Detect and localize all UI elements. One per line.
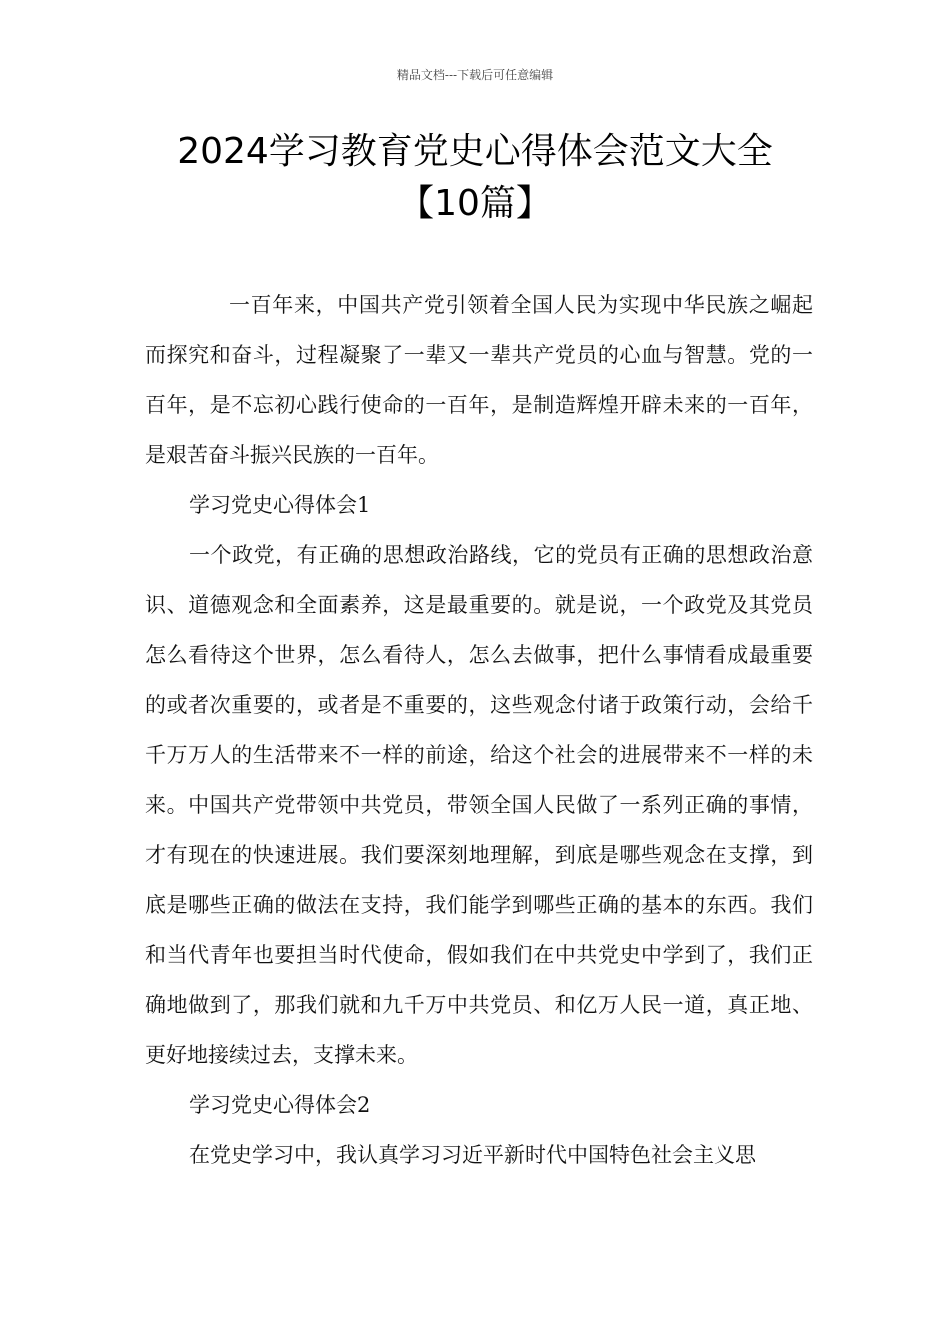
- section-2-heading: 学习党史心得体会2: [189, 1093, 371, 1117]
- title-line-2: 【10篇】: [398, 183, 552, 224]
- intro-paragraph: 一百年来，中国共产党引领着全国人民为实现中华民族之崛起而探究和奋斗，过程凝聚了一辈又一辈共产党员的心血与智慧。党的一百年，是不忘初心践行使命的一百年，是制造辉煌开辟未来的一百年，是艰苦奋斗振兴民族的一百年。: [145, 293, 813, 467]
- page-header: 精品文档---下载后可任意编辑: [396, 68, 554, 82]
- document-body: [145, 280, 813, 1180]
- title-line-1: 2024学习教育党史心得体会范文大全: [177, 131, 773, 172]
- document-title: [100, 126, 850, 230]
- section-1-paragraph: 一个政党，有正确的思想政治路线，它的党员有正确的思想政治意识、道德观念和全面素养，这是最重要的。就是说，一个政党及其党员怎么看待这个世界，怎么看待人，怎么去做事，把什么事情看成最重要的或者次重要的，或者是不重要的，这些观念付诸于政策行动，会给千千万万人的生活带来不一样的前途，给这个社会的进展带来不一样的未来。中国共产党带领中共党员，带领全国人民做了一系列正确的事情，才有现在的快速进展。我们要深刻地理解，到底是哪些观念在支撑，到底是哪些正确的做法在支持，我们能学到哪些正确的基本的东西。我们和当代青年也要担当时代使命，假如我们在中共党史中学到了，我们正确地做到了，那我们就和九千万中共党员、和亿万人民一道，真正地、更好地接续过去，支撑未来。: [145, 543, 813, 1067]
- section-1-heading: 学习党史心得体会1: [189, 493, 371, 517]
- section-2-paragraph: 在党史学习中，我认真学习习近平新时代中国特色社会主义思: [189, 1143, 756, 1167]
